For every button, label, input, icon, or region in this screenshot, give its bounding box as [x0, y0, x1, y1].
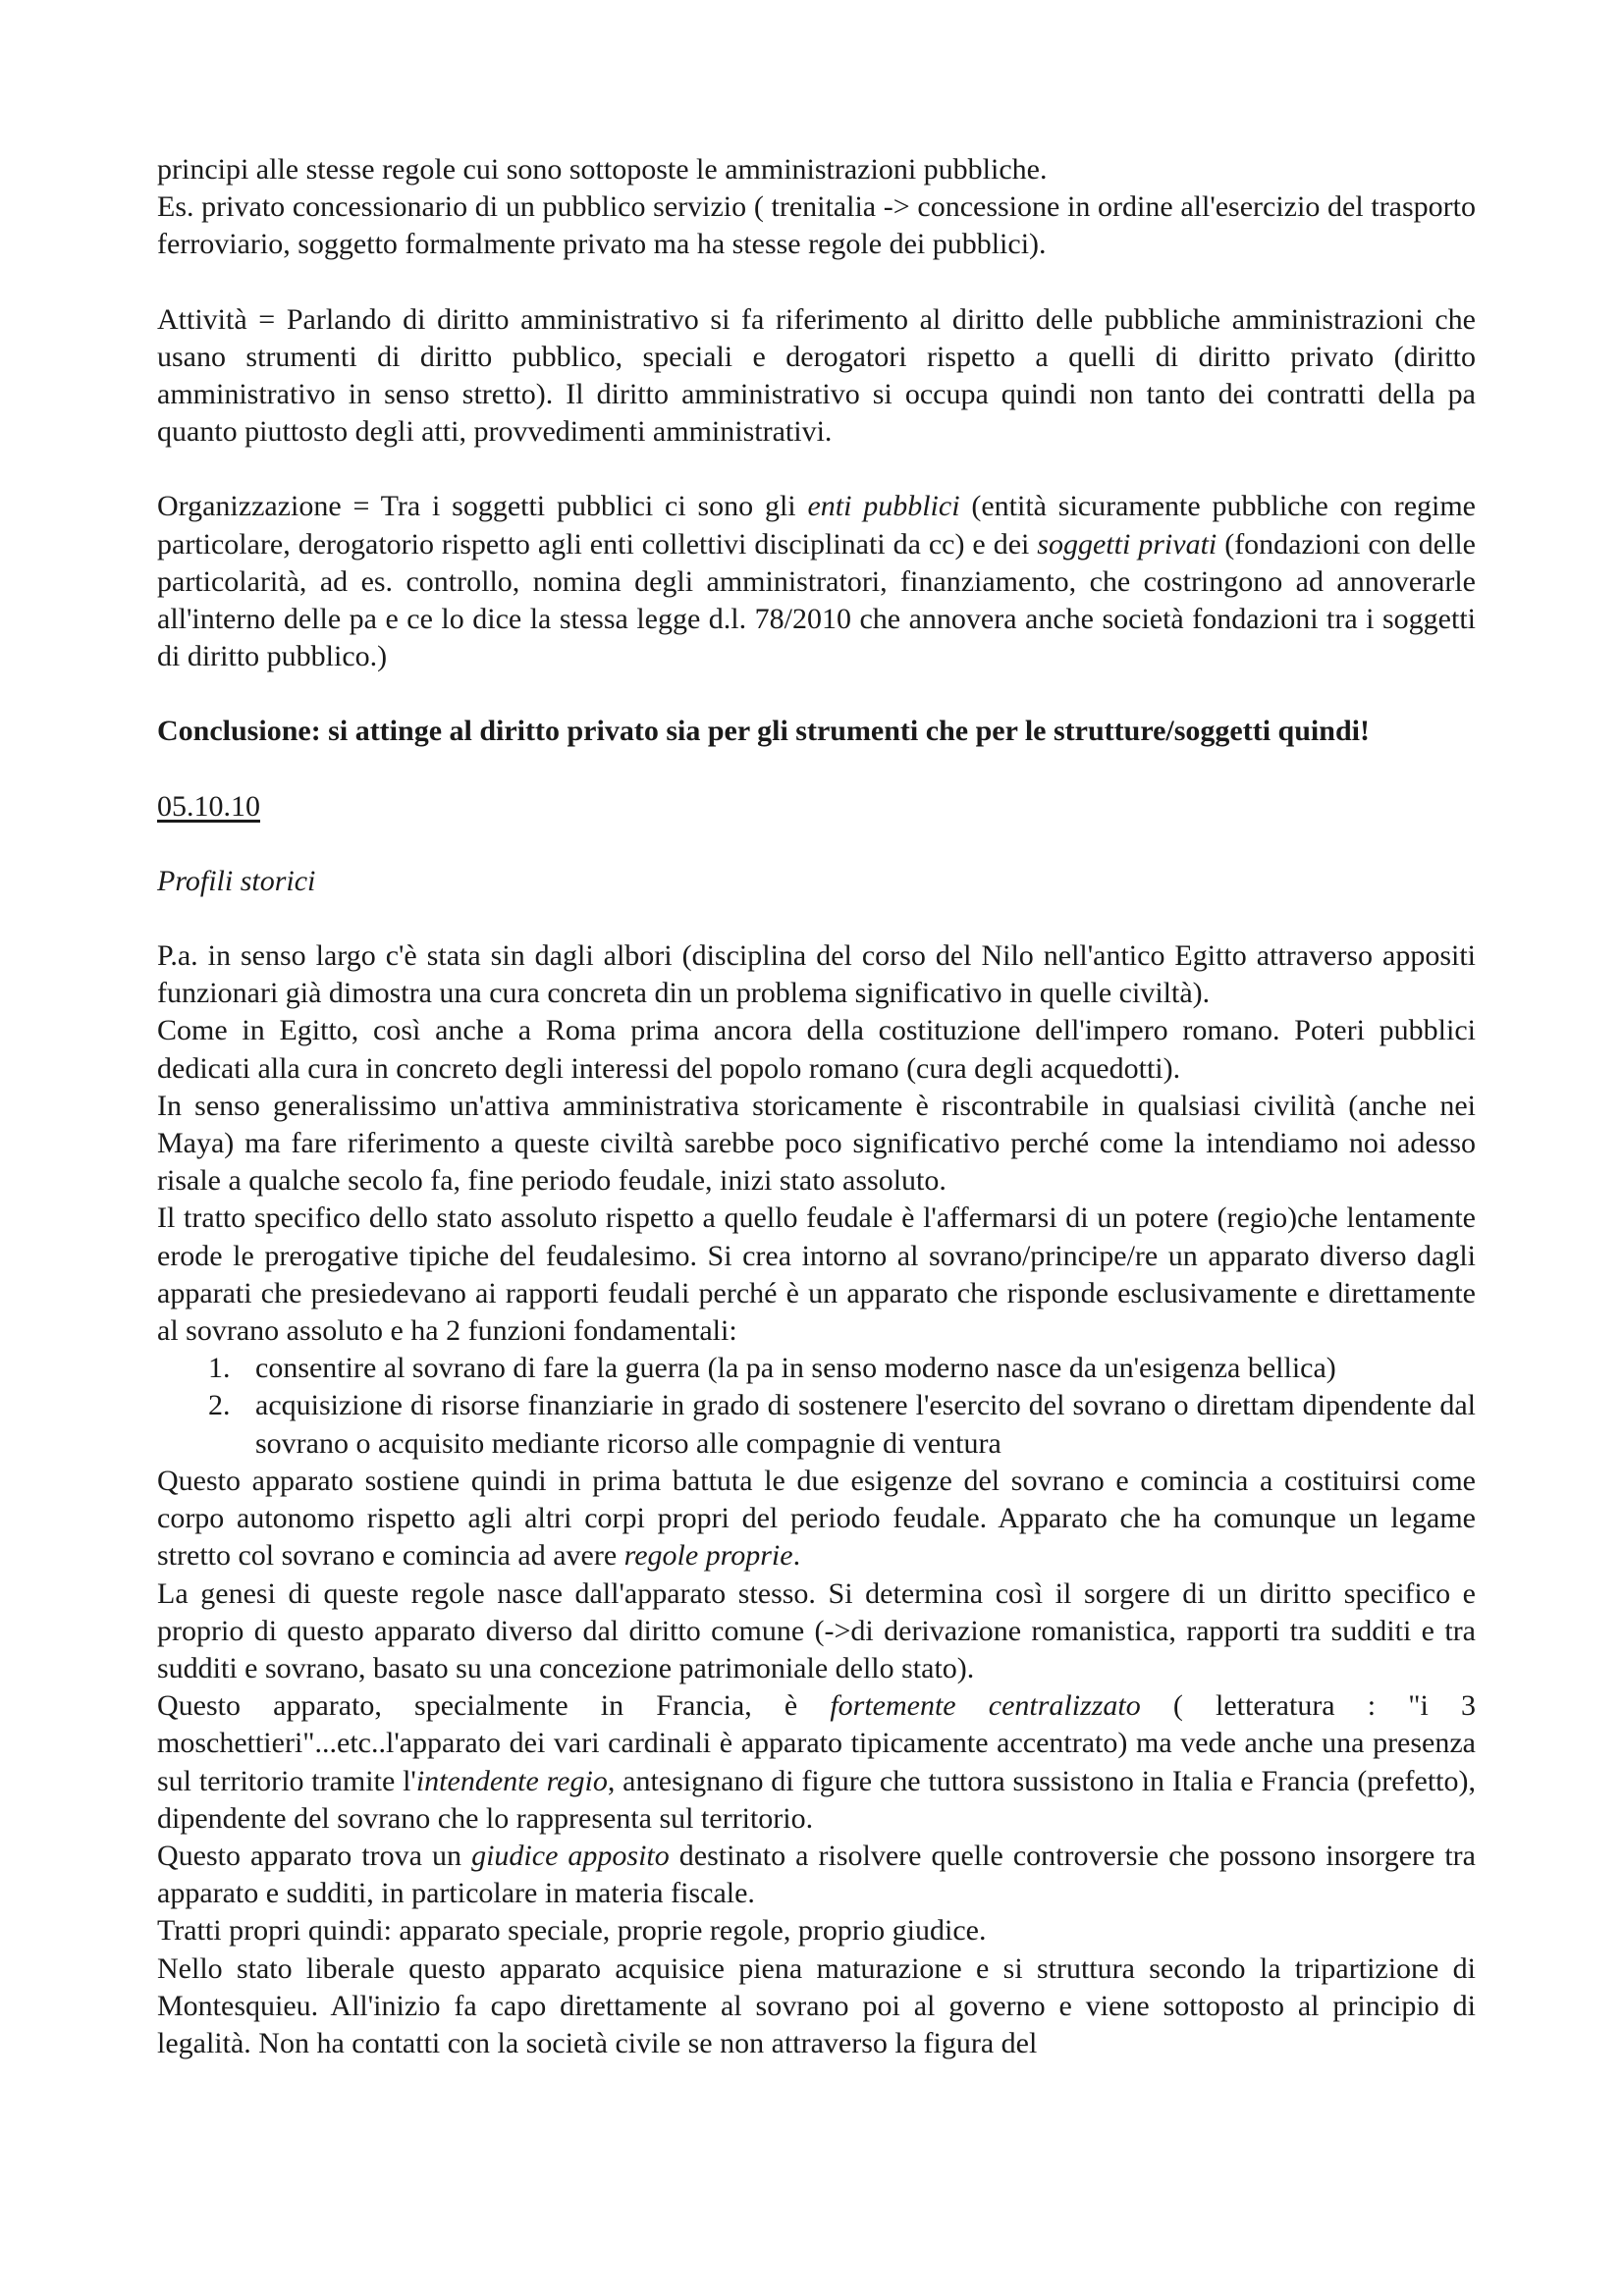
- list-item: [208, 1387, 1476, 1462]
- text-run: Questo apparato, specialmente in Francia, è: [157, 1689, 831, 1723]
- paragraph-genesi: La genesi di queste regole nasce dall'apparato stesso. Si determina così il sorgere di un diritto specifico e proprio di questo apparato diverso dal diritto comune (->di derivazione romanistica, rapporti tra sudditi e tra sudditi e sovrano, basato su una concezione patrimoniale dello stato).: [157, 1576, 1476, 1684]
- paragraph-gap: [157, 264, 1476, 301]
- emphasis-regole-proprie: regole proprie: [623, 1539, 793, 1573]
- text-run: Organizzazione = Tra i soggetti pubblici ci sono gli: [157, 490, 808, 523]
- paragraph-attivita: Attività = Parlando di diritto amministrativo si fa riferimento al diritto delle pubbliche amministrazioni che usano strumenti di diritto pubblico, speciali e derogatori rispetto a quelli di diritto privato (diritto amministrativo in senso stretto). Il diritto amministrativo si occupa quindi non tanto dei contratti della pa quanto piuttosto degli atti, provvedimenti amministrativi.: [157, 302, 1476, 449]
- text-run: Questo apparato sostiene quindi in prima battuta le due esigenze del sovrano e comincia a costituirsi come corpo autonomo rispetto agli altri corpi propri del periodo feudale. Apparato che ha comunque un legame stretto col sovrano e comincia ad avere: [157, 1464, 1476, 1573]
- paragraph-pa-stato-assoluto: Il tratto specifico dello stato assoluto rispetto a quello feudale è l'affermarsi di un potere (regio)che lentamente erode le prerogative tipiche del feudalesimo. Si crea intorno al sovrano/principe/re un apparato diverso dagli apparati che presiedevano ai rapporti feudali perché è un apparato che risponde esclusivamente e direttamente al sovrano assoluto e ha 2 funzioni fondamentali:: [157, 1201, 1476, 1348]
- emphasis-enti-pubblici: enti pubblici: [807, 490, 960, 523]
- paragraph-pa-roma: Come in Egitto, così anche a Roma prima ancora della costituzione dell'impero romano. Poteri pubblici dedicati alla cura in concreto degli interessi del popolo romano (cura degli acquedotti).: [157, 1014, 1476, 1085]
- paragraph-conclusione: Conclusione: si attinge al diritto privato sia per gli strumenti che per le strutture/soggetti quindi!: [157, 715, 1370, 748]
- document-page: [157, 151, 1476, 2062]
- paragraph-apparato: [157, 1463, 1476, 1575]
- paragraph-example: Es. privato concessionario di un pubblico servizio ( trenitalia -> concessione in ordine all'esercizio del trasporto ferroviario, soggetto formalmente privato ma ha stesse regole dei pubblici).: [157, 190, 1476, 261]
- paragraph-giudice: [157, 1838, 1476, 1912]
- list-item-text: consentire al sovrano di fare la guerra (la pa in senso moderno nasce da un'esigenza bellica): [255, 1352, 1336, 1385]
- paragraph-gap: [157, 675, 1476, 713]
- paragraph-francia: [157, 1687, 1476, 1838]
- text-run: (entità sicuramente pubbliche con regime particolare, derogatorio rispetto agli enti collettivi disciplinati da cc) e dei: [157, 490, 1476, 561]
- text-run: (fondazioni con delle particolarità, ad es. controllo, nomina degli amministratori, finanziamento, che costringono ad annoverarle all'interno delle pa e ce lo dice la stessa legge d.l. 78/2010 che annovera anche società fondazioni tra i soggetti di diritto pubblico.): [157, 527, 1476, 673]
- list-number: 2.: [208, 1389, 231, 1422]
- text-run: ( letteratura : "i 3 moschettieri"...etc..l'apparato dei vari cardinali è apparato tipicamente accentrato) ma vede anche una presenza sul territorio tramite l': [157, 1689, 1476, 1797]
- emphasis-soggetti-privati: soggetti privati: [1037, 527, 1217, 561]
- emphasis-centralizzato: fortemente centralizzato: [830, 1689, 1141, 1723]
- paragraph-organizzazione: [157, 488, 1476, 675]
- text-run: .: [792, 1539, 801, 1573]
- paragraph-intro-line: principi alle stesse regole cui sono sottoposte le amministrazioni pubbliche.: [157, 153, 1048, 186]
- list-number: 1.: [208, 1352, 231, 1385]
- emphasis-intendente-regio: intendente regio: [415, 1764, 608, 1797]
- list-item-text: acquisizione di risorse finanziarie in grado di sostenere l'esercito del sovrano o direttam dipendente dal sovrano o acquisito mediante ricorso alle compagnie di ventura: [255, 1389, 1476, 1460]
- paragraph-gap: [157, 900, 1476, 937]
- date-text: 05.10.10: [157, 789, 260, 823]
- text-run: Questo apparato trova un: [157, 1839, 472, 1872]
- text-run: destinato a risolvere quelle controversie che possono insorgere tra apparato e sudditi, in particolare in materia fiscale.: [157, 1839, 1476, 1910]
- paragraph-gap: [157, 751, 1476, 788]
- paragraph-pa-egitto: P.a. in senso largo c'è stata sin dagli albori (disciplina del corso del Nilo nell'antico Egitto attraverso appositi funzionari già dimostra una cura concreta din un problema significativo in quelle civiltà).: [157, 939, 1476, 1010]
- paragraph-stato-liberale: Nello stato liberale questo apparato acquisice piena maturazione e si struttura secondo la tripartizione di Montesquieu. All'inizio fa capo direttamente al sovrano poi al governo e viene sottoposto al principio di legalità. Non ha contatti con la società civile se non attraverso la figura del: [157, 1951, 1476, 2059]
- emphasis-giudice-apposito: giudice apposito: [471, 1839, 670, 1872]
- list-item: [208, 1350, 1476, 1387]
- functions-list: [157, 1350, 1476, 1463]
- text-run: , antesignano di figure che tuttora sussistono in Italia e Francia (prefetto), dipendente del sovrano che lo rappresenta sul territorio.: [157, 1764, 1476, 1835]
- paragraph-pa-generale: In senso generalissimo un'attiva amministrativa storicamente è riscontrabile in qualsiasi civilità (anche nei Maya) ma fare riferimento a queste civiltà sarebbe poco significativo perché come la intendiamo noi adesso risale a qualche secolo fa, fine periodo feudale, inizi stato assoluto.: [157, 1089, 1476, 1198]
- paragraph-tratti: Tratti propri quindi: apparato speciale, proprie regole, proprio giudice.: [157, 1914, 987, 1948]
- paragraph-gap: [157, 451, 1476, 488]
- paragraph-gap: [157, 826, 1476, 863]
- section-title: Profili storici: [157, 864, 316, 897]
- date-heading: [157, 788, 1476, 826]
